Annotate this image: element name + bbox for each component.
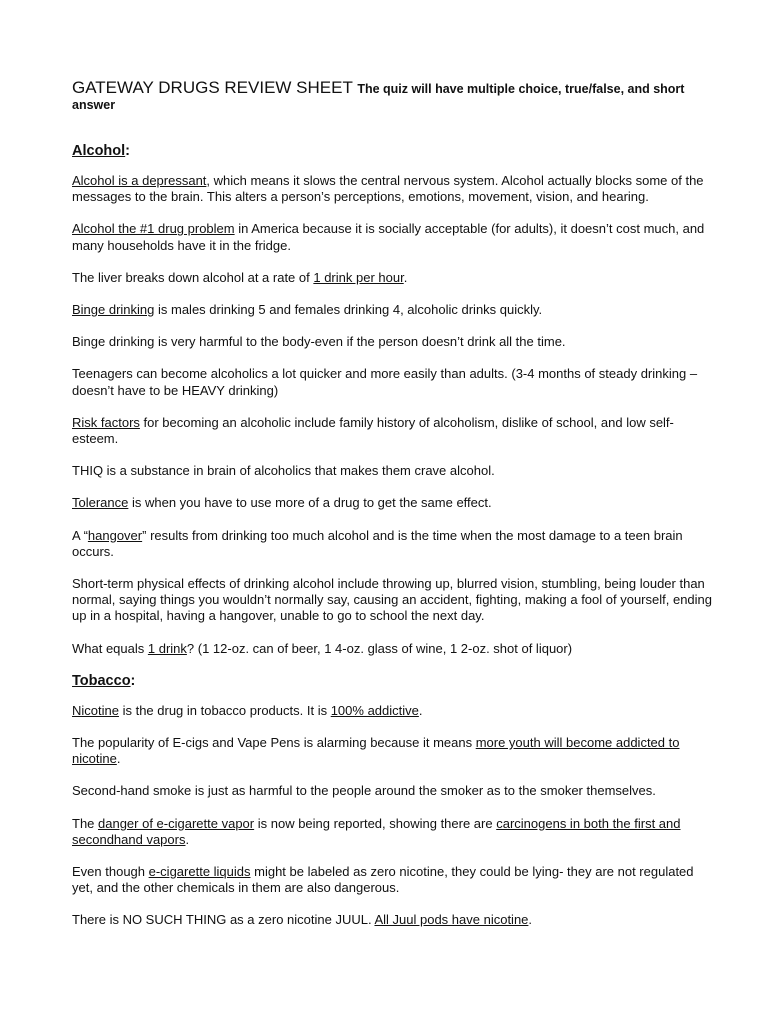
paragraph-text: ” results from drinking too much alcohol and is the time when the most damage to a teen brain occurs. — [72, 527, 683, 559]
paragraph-text: is when you have to use more of a drug to get the same effect. — [128, 495, 492, 511]
section-heading-alcohol — [72, 143, 712, 159]
alcohol-paragraph — [72, 221, 712, 253]
tobacco-paragraph — [72, 783, 712, 799]
section-heading-tobacco — [72, 673, 712, 689]
underlined-text: more youth will become addicted to nicotine — [72, 735, 680, 767]
tobacco-paragraph — [72, 703, 712, 719]
paragraph-text: Teenagers can become alcoholics a lot quicker and more easily than adults. (3-4 months of steady drinking – doesn’t have to be HEAVY drinking) — [72, 366, 698, 398]
alcohol-paragraph — [72, 641, 712, 657]
alcohol-paragraph — [72, 366, 712, 398]
section-heading-alcohol-colon: : — [125, 143, 131, 159]
section-heading-tobacco-text: Tobacco — [72, 672, 131, 689]
alcohol-paragraph — [72, 173, 712, 205]
paragraph-text: A “ — [72, 527, 88, 543]
paragraph-text: , which means it slows the central nervous system. Alcohol actually blocks some of the messages to the brain. This alters a person’s perceptions, emotions, movement, vision, and hearing. — [72, 173, 704, 205]
underlined-text: 1 drink per hour — [313, 269, 404, 285]
paragraph-text: The popularity of E-cigs and Vape Pens is alarming because it means — [72, 735, 476, 751]
underlined-text: 100% addictive — [330, 702, 419, 718]
paragraph-text: might be labeled as zero nicotine, they could be lying- they are not regulated yet, and the other chemicals in them are also dangerous. — [72, 864, 694, 896]
paragraph-text: The liver breaks down alcohol at a rate of — [72, 269, 314, 285]
tobacco-paragraph — [72, 864, 712, 896]
paragraph-text: What equals — [72, 640, 148, 656]
tobacco-paragraph — [72, 735, 712, 767]
paragraph-text: . — [403, 269, 408, 285]
section-heading-alcohol-text: Alcohol — [72, 143, 126, 159]
document-title — [72, 80, 712, 113]
paragraph-text: is the drug in tobacco products. It is — [118, 702, 331, 718]
tobacco-paragraph — [72, 912, 712, 928]
underlined-text: Nicotine — [72, 702, 119, 718]
underlined-text: Alcohol the #1 drug problem — [72, 221, 235, 237]
underlined-text: Risk factors — [72, 414, 140, 430]
paragraph-text: The — [72, 815, 99, 831]
underlined-text: e-cigarette liquids — [148, 864, 251, 880]
paragraph-text: for becoming an alcoholic include family history of alcoholism, dislike of school, and low self-esteem. — [72, 414, 674, 447]
underlined-text: Tolerance — [72, 495, 129, 511]
paragraph-text: . — [418, 702, 423, 718]
paragraph-text: ? (1 12-oz. can of beer, 1 4-oz. glass of wine, 1 2-oz. shot of liquor) — [186, 640, 573, 656]
paragraph-text: Binge drinking is very harmful to the body-even if the person doesn’t drink all the time. — [72, 334, 566, 350]
paragraph-text: . — [185, 831, 190, 847]
tobacco-paragraphs — [72, 703, 712, 929]
alcohol-paragraph — [72, 528, 712, 560]
alcohol-paragraph — [72, 334, 712, 350]
section-heading-tobacco-colon: : — [130, 672, 136, 689]
paragraph-text: . — [528, 912, 533, 928]
underlined-text: carcinogens in both the first and secondhand vapors — [72, 815, 681, 847]
paragraph-text: There is NO SUCH THING as a zero nicotine JUUL. — [72, 912, 375, 928]
alcohol-paragraphs — [72, 173, 712, 657]
title-subtitle: The quiz will have multiple choice, true/false, and short answer — [72, 82, 685, 112]
alcohol-paragraph — [72, 463, 712, 479]
underlined-text: 1 drink — [147, 640, 187, 656]
paragraph-text: Short-term physical effects of drinking alcohol include throwing up, blurred vision, stumbling, being louder than normal, saying things you wouldn’t normally say, causing an accident, fighting, making a fool of yourself, ending up in a hospital, having a hangover, unable to go to school the next day. — [72, 576, 713, 624]
alcohol-paragraph — [72, 302, 712, 318]
paragraph-text: is now being reported, showing there are — [254, 815, 497, 831]
title-main: GATEWAY DRUGS REVIEW SHEET — [72, 78, 353, 97]
tobacco-paragraph — [72, 816, 712, 848]
paragraph-text: THIQ is a substance in brain of alcoholics that makes them crave alcohol. — [72, 463, 495, 479]
alcohol-paragraph — [72, 495, 712, 511]
paragraph-text: Even though — [72, 864, 149, 880]
alcohol-paragraph — [72, 415, 712, 447]
underlined-text: danger of e-cigarette vapor — [98, 815, 255, 831]
paragraph-text: is males drinking 5 and females drinking 4, alcoholic drinks quickly. — [154, 302, 543, 318]
alcohol-paragraph — [72, 576, 712, 625]
paragraph-text: . — [116, 751, 121, 767]
underlined-text: Alcohol is a depressant — [72, 173, 207, 188]
paragraph-text: Second-hand smoke is just as harmful to the people around the smoker as to the smoker themselves. — [72, 783, 656, 799]
alcohol-paragraph — [72, 270, 712, 286]
underlined-text: All Juul pods have nicotine — [374, 912, 529, 928]
underlined-text: Binge drinking — [72, 302, 155, 318]
paragraph-text: in America because it is socially acceptable (for adults), it doesn’t cost much, and many households have it in the fridge. — [72, 221, 705, 253]
underlined-text: hangover — [87, 527, 143, 543]
